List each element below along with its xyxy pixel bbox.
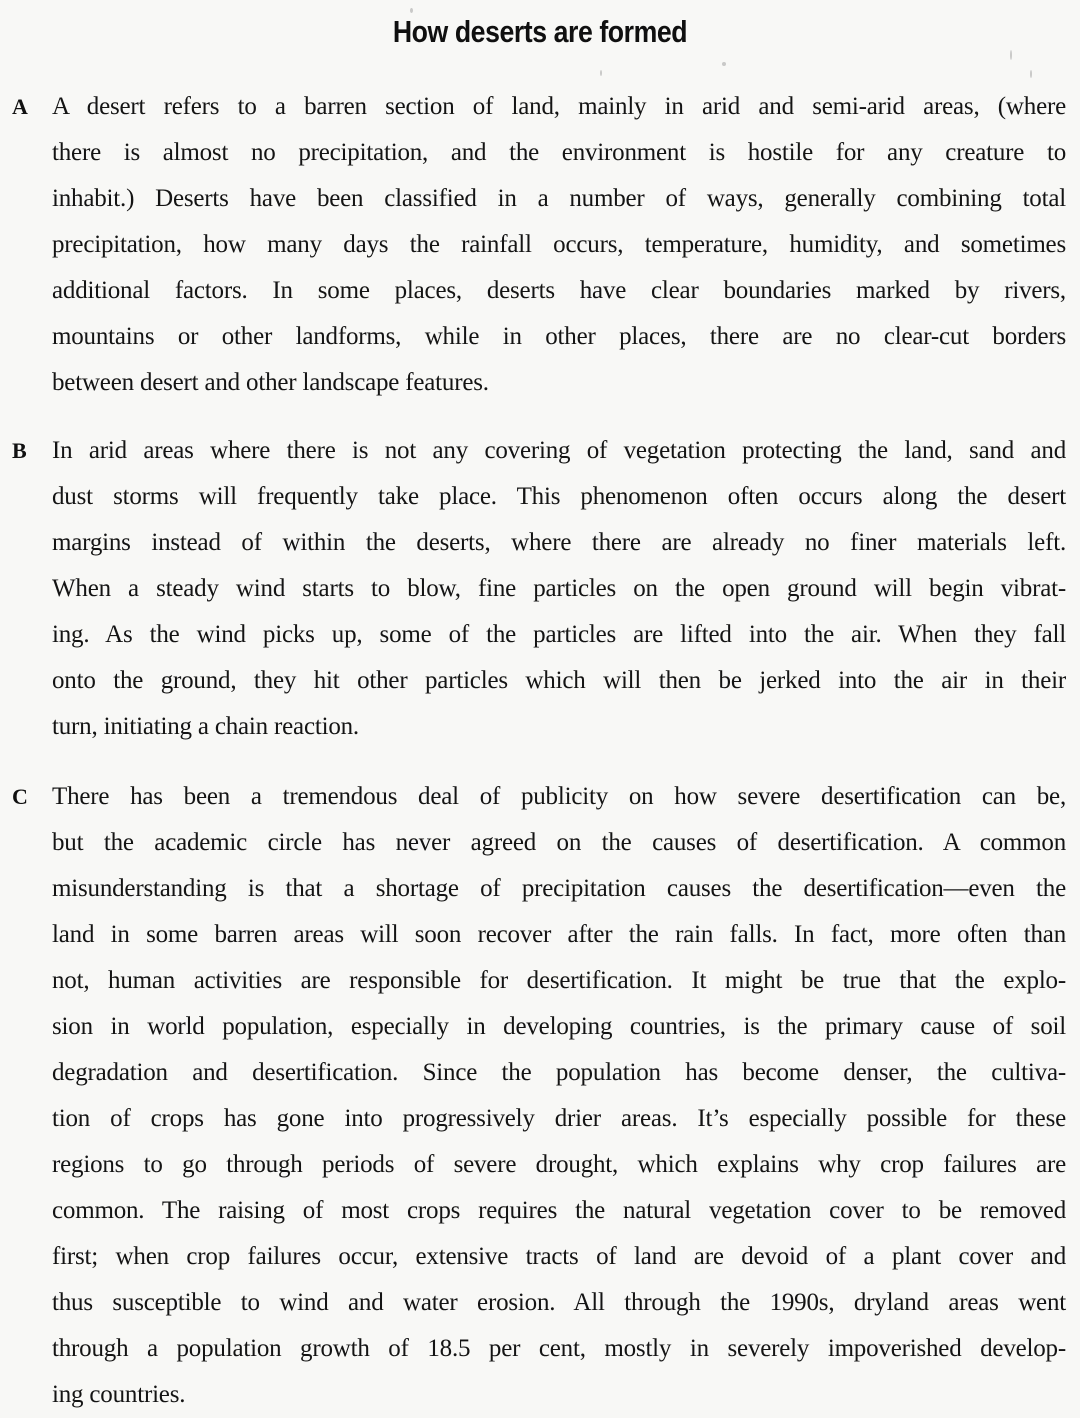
text-line: tion of crops has gone into progressively drier areas. It’s especially possible for these [52, 1105, 1066, 1132]
section-letter: B [12, 438, 27, 463]
text-line: land in some barren areas will soon recover after the rain falls. In fact, more often than [52, 921, 1066, 948]
section-letter: A [12, 94, 28, 119]
text-line: ing countries. [52, 1381, 186, 1408]
text-line: onto the ground, they hit other particles which will then be jerked into the air in their [52, 667, 1066, 694]
scan-speck [1010, 50, 1012, 60]
text-line: inhabit.) Deserts have been classified in a number of ways, generally combining total [52, 185, 1066, 212]
text-line: ing. As the wind picks up, some of the particles are lifted into the air. When they fall [52, 621, 1066, 648]
text-line: A desert refers to a barren section of land, mainly in arid and semi-arid areas, (where [52, 93, 1066, 120]
text-line: dust storms will frequently take place. This phenomenon often occurs along the desert [52, 483, 1066, 510]
scan-speck [600, 70, 602, 76]
text-line: additional factors. In some places, deserts have clear boundaries marked by rivers, [52, 277, 1066, 304]
text-line: There has been a tremendous deal of publicity on how severe desertification can be, [52, 783, 1066, 810]
text-line: misunderstanding is that a shortage of precipitation causes the desertification—even the [52, 875, 1066, 902]
text-line: not, human activities are responsible for desertification. It might be true that the explo- [52, 967, 1066, 994]
text-line: mountains or other landforms, while in other places, there are no clear-cut borders [52, 323, 1066, 350]
section-letter: C [12, 784, 28, 809]
text-line: turn, initiating a chain reaction. [52, 713, 359, 740]
text-line: In arid areas where there is not any covering of vegetation protecting the land, sand and [52, 437, 1066, 464]
text-line: sion in world population, especially in developing countries, is the primary cause of soil [52, 1013, 1066, 1040]
scan-speck [722, 62, 726, 66]
text-line: but the academic circle has never agreed on the causes of desertification. A common [52, 829, 1066, 856]
text-line: degradation and desertification. Since the population has become denser, the cultiva- [52, 1059, 1066, 1086]
page-title: How deserts are formed [392, 14, 688, 49]
text-line: margins instead of within the deserts, where there are already no finer materials left. [52, 529, 1066, 556]
text-line: first; when crop failures occur, extensive tracts of land are devoid of a plant cover and [52, 1243, 1066, 1270]
text-line: through a population growth of 18.5 per cent, mostly in severely impoverished develop- [52, 1335, 1066, 1362]
text-line: regions to go through periods of severe drought, which explains why crop failures are [52, 1151, 1066, 1178]
text-line: common. The raising of most crops requires the natural vegetation cover to be removed [52, 1197, 1066, 1224]
section-text [52, 84, 1066, 406]
scan-speck [1030, 70, 1032, 78]
text-line: thus susceptible to wind and water erosion. All through the 1990s, dryland areas went [52, 1289, 1066, 1316]
text-line: precipitation, how many days the rainfall occurs, temperature, humidity, and sometimes [52, 231, 1066, 258]
section-text [52, 428, 1066, 750]
text-line: between desert and other landscape features. [52, 369, 489, 396]
section-text [52, 774, 1066, 1418]
text-line: there is almost no precipitation, and the environment is hostile for any creature to [52, 139, 1066, 166]
text-line: When a steady wind starts to blow, fine particles on the open ground will begin vibrat- [52, 575, 1066, 602]
scan-speck [410, 8, 413, 13]
